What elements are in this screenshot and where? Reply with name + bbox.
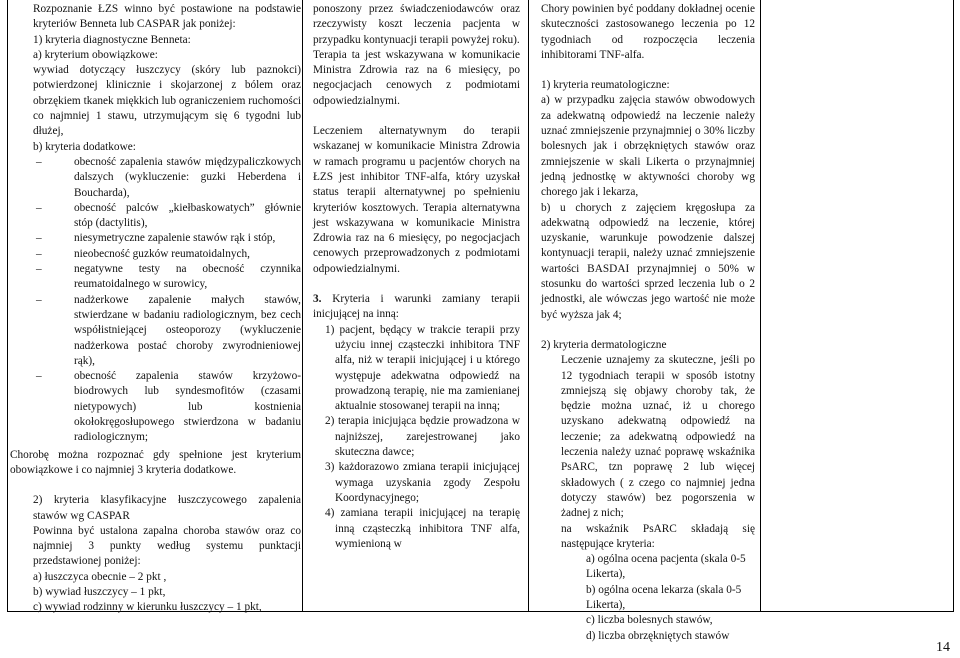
dash-bullet-icon: – — [36, 232, 42, 245]
caspar-item: b) wywiad łuszczycy – 1 pkt, — [33, 585, 166, 598]
dermatology-criteria-text: Leczenie uznajemy za skuteczne, jeśli po 12 tygodniach terapii w sposób istotny zmniejszą się objawy choroby tak, że będzie można uznać, iż u chorego uzyskano adekwatną odpowiedź na leczenie; za adekwatną odpowiedź na leczenia należy uznać poprawę wskaźnika PsARC, tzn poprawę 2 lub więcej składowych ( z czego co najmniej jedna dotyczy stawów) bez pogorszenia w żadnej z nich; — [561, 354, 755, 520]
dermatology-criteria-heading: 2) kryteria dermatologiczne — [541, 338, 667, 351]
section-3-title: Kryteria i warunki zamiany terapii inicjującej na inną: — [313, 293, 520, 321]
dash-bullet-icon: – — [36, 247, 42, 260]
intro-paragraph: Rozpoznanie ŁZS winno być postawione na podstawie kryteriów Benneta lub CASPAR jak poniżej: — [33, 3, 301, 31]
column-1 — [10, 2, 301, 616]
bennett-heading: 1) kryteria diagnostyczne Benneta: — [33, 33, 191, 46]
paragraph-therapy-indicated: Terapia ta jest wskazywana w komunikacie Ministra Zdrowia raz na 6 miesięcy, po negocjacjach cenowych z podmiotami odpowiedzialnymi. — [313, 48, 520, 107]
additional-criterion-text: niesymetryczne zapalenie stawów rąk i stóp, — [74, 232, 276, 245]
column-divider — [528, 0, 529, 612]
psarc-criterion: b) ogólna ocena lekarza (skala 0-5 Likerta), — [586, 583, 742, 611]
caspar-text: Powinna być ustalona zapalna choroba stawów oraz co najmniej 3 punkty według systemu punktacji przedstawionej poniżej: — [33, 524, 301, 568]
caspar-item: a) łuszczyca obecnie – 2 pkt , — [33, 570, 167, 583]
additional-criterion — [33, 369, 301, 445]
additional-criterion — [33, 155, 301, 201]
section-3-heading — [313, 292, 520, 323]
paragraph-cost: ponoszony przez świadczeniodawców oraz rzeczywisty koszt leczenia pacjenta w przypadku kontynuacji terapii powyżej roku). — [313, 3, 520, 46]
additional-criterion-text: negatywne testy na obecność czynnika reumatoidalnego w surowicy, — [74, 263, 301, 291]
additional-criterion-text: obecność zapalenia stawów międzypaliczkowych dalszych (wykluczenie: guzki Heberdena i Boucharda), — [74, 155, 301, 199]
dash-bullet-icon: – — [36, 155, 42, 168]
paragraph-alternative-therapy: Leczeniem alternatywnym do terapii wskazanej w komunikacie Ministra Zdrowia w ramach programu u pacjentów chorych na ŁZS jest inhibitor TNF-alfa, który uzyskał status terapii alternatywnej po spełnieniu kryteriów kosztowych. Terapia alternatywna jest wskazywana w komunikacie Ministra Zdrowia raz na 6 miesięcy, po negocjacjach cenowych przeprowadzonych z podmiotami odpowiedzialnymi. — [313, 125, 520, 275]
rheumatology-criterion-b: b) u chorych z zajęciem kręgosłupa za adekwatną odpowiedź na leczenie, której uzyskanie, warunkuje powodzenie dalszej kontynuacji terapii, należy uznać zmniejszenie wartości BASDAI przynajmniej o 50% w stosunku do wartości sprzed leczenia lub o 2 jednostki, ale wówczas jego wartość nie może być wyższa jak 4; — [541, 201, 755, 321]
additional-criteria-list — [33, 155, 301, 446]
additional-criteria-label: b) kryteria dodatkowe: — [33, 140, 136, 153]
additional-criterion — [33, 262, 301, 293]
column-divider — [760, 0, 761, 612]
mandatory-criterion-text: wywiad dotyczący łuszczycy (skóry lub paznokci) potwierdzonej klinicznie i skojarzonej z bólem oraz obrzękiem tkanek miękkich lub ograniczeniem ruchomości co najmniej 1 stawu, utrzymującym się 6 tygodni lub dłużej, — [33, 64, 301, 138]
additional-criterion-text: nadżerkowe zapalenie małych stawów, stwierdzane w badaniu radiologicznym, bez cech współistniejącej osteoporozy (wykluczenie nadżerkowa postać choroby zwyrodnieniowej rąk), — [74, 293, 301, 367]
mandatory-criterion-label: a) kryterium obowiązkowe: — [33, 48, 158, 61]
additional-criterion — [33, 231, 301, 246]
additional-criterion-text: obecność palców „kiełbaskowatych” głównie stóp (dactylitis), — [74, 201, 301, 230]
dash-bullet-icon: – — [36, 263, 42, 276]
paragraph-evaluation: Chory powinien być poddany dokładnej ocenie skuteczności zastosowanego leczenia po 12 tygodniach od rozpoczęcia leczenia inhibitorami TNF-alfa. — [541, 3, 755, 61]
psarc-criterion: a) ogólna ocena pacjenta (skala 0-5 Likerta), — [586, 553, 746, 581]
additional-criterion-text: obecność zapalenia stawów krzyżowo-biodrowych lub syndesmofitów (czasami nietypowych) lub kostnienia okołokręgosłupowego stwierdzona w badaniu radiologicznym; — [74, 370, 301, 444]
caspar-item: c) wywiad rodzinny w kierunku łuszczycy – 1 pkt, — [33, 601, 262, 614]
page-number: 14 — [936, 640, 950, 655]
additional-criterion — [33, 293, 301, 369]
section-3-number: 3. — [313, 293, 322, 306]
switch-criterion: 3) każdorazowo zmiana terapii inicjującej wymaga uzyskania zgody Zespołu Koordynacyjnego; — [325, 461, 520, 504]
psarc-criterion: c) liczba bolesnych stawów, — [586, 614, 713, 627]
additional-criterion — [33, 247, 301, 262]
psarc-criterion: d) liczba obrzękniętych stawów — [586, 629, 730, 642]
rheumatology-criterion-a: a) w przypadku zajęcia stawów obwodowych za adekwatną odpowiedź na leczenie należy uznać zmniejszenie przynajmniej o 30% liczby bolesnych jak i obrzękniętych stawów oraz zmniejszenie w skali Likerta o przynajmniej jedną jednostkę w aktywności choroby wg chorego jak i lekarza, — [541, 94, 755, 199]
column-2 — [313, 2, 520, 552]
dash-bullet-icon: – — [36, 201, 42, 214]
switch-criterion: 4) zamiana terapii inicjującej na terapię inną cząsteczką inhibitora TNF alfa, wymienioną w — [325, 507, 520, 550]
column-3 — [541, 2, 755, 644]
additional-criterion-text: nieobecność guzków reumatoidalnych, — [74, 247, 250, 260]
switch-criterion: 2) terapia inicjująca będzie prowadzona w najniższej, zarejestrowanej jako skuteczna dawce; — [325, 415, 520, 459]
caspar-heading: 2) kryteria klasyfikacyjne łuszczycowego zapalenia stawów wg CASPAR — [33, 494, 301, 522]
conclusion-paragraph: Chorobę można rozpoznać gdy spełnione jest kryterium obowiązkowe i co najmniej 3 kryteria dodatkowe. — [10, 448, 301, 476]
additional-criterion — [33, 201, 301, 232]
dash-bullet-icon: – — [36, 370, 42, 383]
dash-bullet-icon: – — [36, 293, 42, 306]
psarc-intro: na wskaźnik PsARC składają się następujące kryteria: — [561, 522, 755, 550]
rheumatology-criteria-heading: 1) kryteria reumatologiczne: — [541, 79, 670, 92]
switch-criterion: 1) pacjent, będący w trakcie terapii przy użyciu innej cząsteczki inhibitora TNF alfa, niż w terapii inicjującej i u którego występuje adekwatna odpowiedź na prowadzoną terapię, nie ma zamienianej aktualnie stosowanej terapii na inną; — [325, 323, 520, 413]
column-divider — [302, 0, 303, 612]
